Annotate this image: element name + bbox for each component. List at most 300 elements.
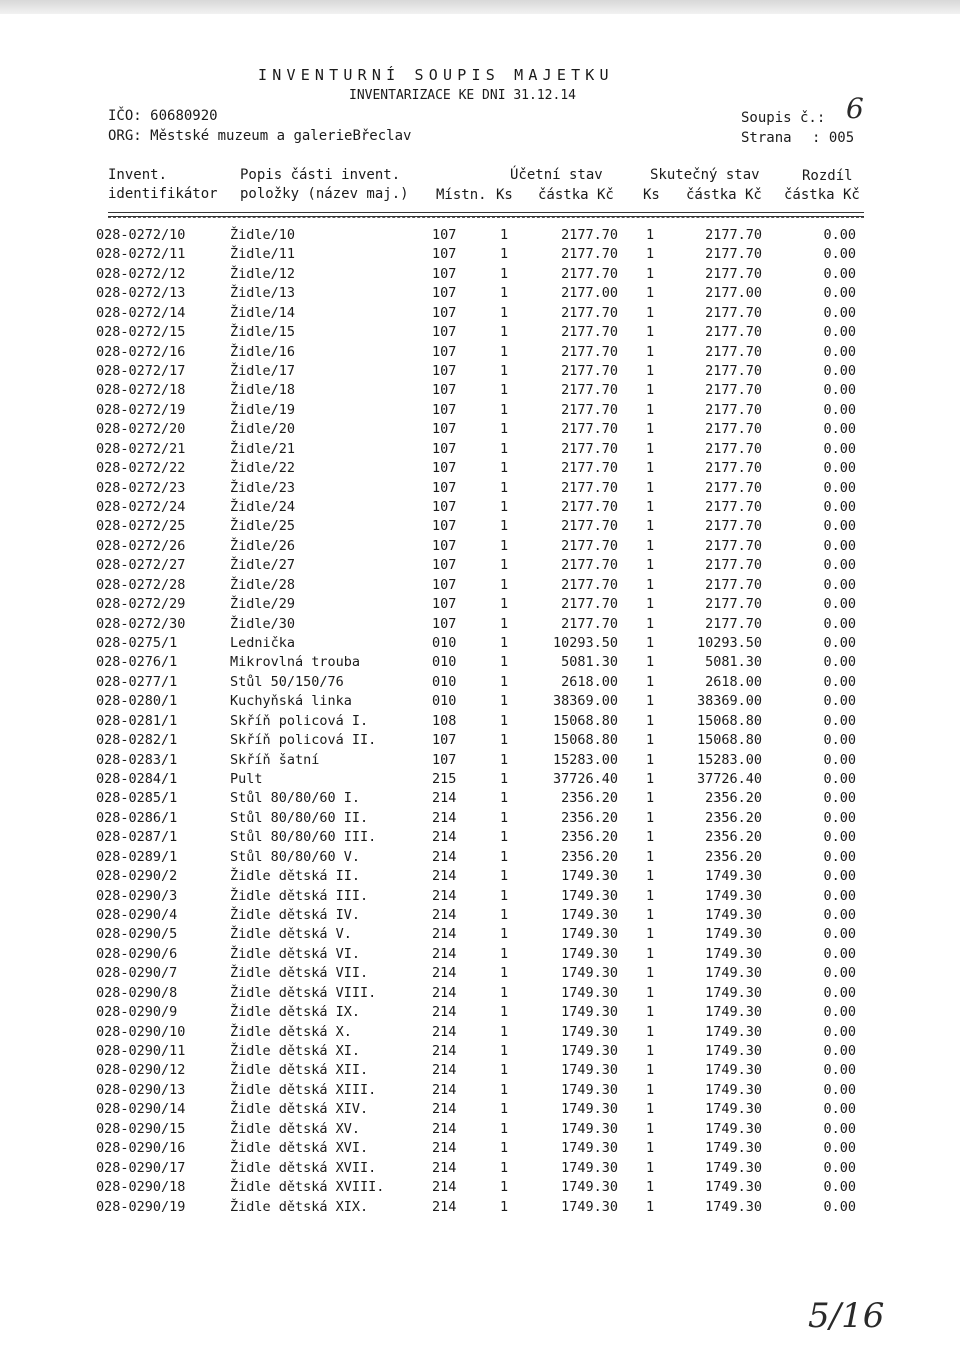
item-name: Židle/28	[230, 576, 296, 593]
ico-value: 60680920	[150, 108, 218, 124]
item-name: Židle dětská VII.	[230, 965, 369, 982]
item-amount-book: 37726.40	[552, 771, 618, 788]
item-difference: 0.00	[823, 829, 856, 846]
item-amount-book: 15283.00	[552, 751, 618, 768]
item-qty-actual: 1	[646, 440, 655, 457]
item-difference: 0.00	[823, 693, 856, 710]
item-location: 107	[432, 363, 457, 379]
item-name: Kuchyňská linka	[230, 693, 352, 710]
table-row	[0, 420, 960, 439]
item-amount-book: 1749.30	[561, 1081, 618, 1098]
item-amount-actual: 1749.30	[705, 1004, 762, 1021]
item-location: 107	[432, 732, 457, 749]
item-qty-actual: 1	[646, 499, 655, 516]
item-id: 028-0272/11	[96, 246, 186, 263]
item-location: 010	[432, 673, 457, 690]
item-qty-actual: 1	[646, 421, 655, 438]
table-row	[0, 1120, 960, 1139]
item-qty-book: 1	[500, 673, 509, 690]
item-difference: 0.00	[823, 790, 856, 807]
table-row	[0, 576, 960, 595]
item-amount-book: 1749.30	[561, 1101, 618, 1118]
item-qty-actual: 1	[646, 887, 655, 904]
item-id: 028-0290/19	[96, 1198, 186, 1215]
item-amount-actual: 1749.30	[705, 926, 762, 943]
item-amount-book: 2177.70	[561, 363, 618, 379]
item-amount-book: 2177.70	[561, 246, 618, 263]
item-qty-actual: 1	[646, 1043, 655, 1060]
item-difference: 0.00	[823, 926, 856, 943]
item-name: Židle dětská XII.	[230, 1062, 369, 1079]
item-location: 214	[432, 809, 457, 826]
item-qty-actual: 1	[646, 790, 655, 807]
item-id: 028-0290/14	[96, 1101, 186, 1118]
item-location: 214	[432, 945, 457, 962]
item-qty-book: 1	[500, 1179, 509, 1196]
item-id: 028-0272/28	[96, 576, 186, 593]
item-id: 028-0272/17	[96, 363, 186, 379]
header-popis-1: Popis části invent.	[240, 167, 401, 183]
item-amount-actual: 2618.00	[705, 673, 762, 690]
item-location: 214	[432, 868, 457, 885]
item-name: Skříň policová II.	[230, 732, 377, 749]
item-amount-actual: 2177.70	[705, 382, 762, 399]
item-amount-book: 10293.50	[552, 635, 618, 652]
header-invent-2: identifikátor	[108, 186, 218, 202]
table-row	[0, 1061, 960, 1080]
item-id: 028-0290/2	[96, 868, 178, 885]
table-row	[0, 1023, 960, 1042]
item-qty-book: 1	[500, 1081, 509, 1098]
item-qty-actual: 1	[646, 1004, 655, 1021]
table-row	[0, 789, 960, 808]
item-id: 028-0272/22	[96, 460, 186, 477]
table-row	[0, 945, 960, 964]
scan-edge	[0, 0, 960, 14]
item-amount-book: 1749.30	[561, 1062, 618, 1079]
item-difference: 0.00	[823, 363, 856, 379]
item-qty-actual: 1	[646, 926, 655, 943]
table-row	[0, 1139, 960, 1158]
item-location: 214	[432, 1043, 457, 1060]
item-qty-book: 1	[500, 557, 509, 574]
item-name: Židle dětská IX.	[230, 1004, 361, 1021]
item-location: 108	[432, 712, 457, 729]
header-mistn: Místn.	[436, 187, 487, 203]
item-amount-book: 1749.30	[561, 1023, 618, 1040]
item-location: 107	[432, 460, 457, 477]
item-name: Židle/23	[230, 479, 296, 496]
header-skutecny-stav: Skutečný stav	[650, 167, 760, 183]
item-name: Stůl 80/80/60 III.	[230, 829, 377, 846]
strana-number: : 005	[812, 130, 855, 146]
page-fraction-handwritten: 5/16	[808, 1296, 885, 1336]
table-row	[0, 362, 960, 381]
item-qty-book: 1	[500, 440, 509, 457]
item-qty-book: 1	[500, 693, 509, 710]
item-qty-book: 1	[500, 926, 509, 943]
item-id: 028-0275/1	[96, 635, 178, 652]
item-name: Židle dětská XV.	[230, 1120, 361, 1137]
item-location: 107	[432, 227, 457, 243]
item-amount-book: 1749.30	[561, 1198, 618, 1215]
item-qty-book: 1	[500, 829, 509, 846]
item-amount-actual: 1749.30	[705, 1062, 762, 1079]
item-amount-book: 1749.30	[561, 984, 618, 1001]
item-difference: 0.00	[823, 1120, 856, 1137]
item-difference: 0.00	[823, 1159, 856, 1176]
item-amount-actual: 2177.70	[705, 537, 762, 554]
item-amount-book: 2177.00	[561, 285, 618, 302]
item-id: 028-0272/27	[96, 557, 186, 574]
item-name: Mikrovlná trouba	[230, 654, 361, 671]
item-amount-book: 2356.20	[561, 790, 618, 807]
item-amount-actual: 38369.00	[696, 693, 762, 710]
item-difference: 0.00	[823, 285, 856, 302]
item-amount-book: 1749.30	[561, 1159, 618, 1176]
item-amount-actual: 2177.70	[705, 265, 762, 282]
table-row	[0, 459, 960, 478]
table-row	[0, 751, 960, 770]
item-amount-book: 1749.30	[561, 1179, 618, 1196]
item-name: Židle/29	[230, 596, 296, 613]
item-difference: 0.00	[823, 479, 856, 496]
item-location: 214	[432, 848, 457, 865]
item-id: 028-0276/1	[96, 654, 178, 671]
item-difference: 0.00	[823, 499, 856, 516]
item-location: 214	[432, 1081, 457, 1098]
item-amount-book: 2356.20	[561, 848, 618, 865]
item-difference: 0.00	[823, 1004, 856, 1021]
item-name: Židle/30	[230, 615, 296, 632]
item-qty-book: 1	[500, 907, 509, 924]
item-name: Židle/20	[230, 421, 296, 438]
table-row	[0, 595, 960, 614]
item-amount-actual: 1749.30	[705, 1023, 762, 1040]
item-difference: 0.00	[823, 518, 856, 535]
item-location: 107	[432, 615, 457, 632]
item-id: 028-0290/7	[96, 965, 178, 982]
table-row	[0, 304, 960, 323]
item-id: 028-0272/29	[96, 596, 186, 613]
item-amount-actual: 1749.30	[705, 965, 762, 982]
item-id: 028-0290/8	[96, 984, 178, 1001]
item-name: Židle dětská X.	[230, 1023, 352, 1040]
table-row	[0, 634, 960, 653]
table-row	[0, 1042, 960, 1061]
item-id: 028-0287/1	[96, 829, 178, 846]
item-qty-book: 1	[500, 324, 509, 341]
item-amount-actual: 2177.70	[705, 324, 762, 341]
item-amount-book: 2177.70	[561, 479, 618, 496]
strana-line	[741, 130, 854, 146]
item-location: 107	[432, 596, 457, 613]
item-location: 214	[432, 907, 457, 924]
item-difference: 0.00	[823, 868, 856, 885]
item-amount-book: 1749.30	[561, 1140, 618, 1157]
item-difference: 0.00	[823, 1101, 856, 1118]
table-row	[0, 653, 960, 672]
item-qty-book: 1	[500, 1004, 509, 1021]
table-row	[0, 731, 960, 750]
item-id: 028-0272/12	[96, 265, 186, 282]
item-id: 028-0290/11	[96, 1043, 186, 1060]
item-id: 028-0286/1	[96, 809, 178, 826]
item-name: Skříň šatní	[230, 751, 320, 768]
item-name: Židle dětská III.	[230, 887, 369, 904]
item-qty-actual: 1	[646, 945, 655, 962]
item-difference: 0.00	[823, 1081, 856, 1098]
item-amount-book: 1749.30	[561, 1004, 618, 1021]
header-rozdil-castka: částka Kč	[784, 187, 860, 203]
item-amount-book: 2177.70	[561, 421, 618, 438]
item-location: 107	[432, 421, 457, 438]
item-qty-actual: 1	[646, 654, 655, 671]
item-name: Židle/13	[230, 285, 296, 302]
item-amount-actual: 1749.30	[705, 1159, 762, 1176]
table-row	[0, 1003, 960, 1022]
item-amount-book: 1749.30	[561, 926, 618, 943]
item-location: 214	[432, 926, 457, 943]
item-amount-book: 2356.20	[561, 829, 618, 846]
item-difference: 0.00	[823, 440, 856, 457]
item-qty-actual: 1	[646, 285, 655, 302]
item-qty-actual: 1	[646, 1140, 655, 1157]
item-qty-book: 1	[500, 1198, 509, 1215]
item-location: 107	[432, 265, 457, 282]
item-difference: 0.00	[823, 1140, 856, 1157]
item-qty-actual: 1	[646, 460, 655, 477]
item-id: 028-0290/13	[96, 1081, 186, 1098]
item-qty-book: 1	[500, 265, 509, 282]
item-difference: 0.00	[823, 673, 856, 690]
item-location: 214	[432, 1120, 457, 1137]
item-qty-actual: 1	[646, 265, 655, 282]
item-name: Židle/15	[230, 324, 296, 341]
item-id: 028-0272/30	[96, 615, 186, 632]
item-qty-actual: 1	[646, 343, 655, 360]
item-difference: 0.00	[823, 576, 856, 593]
item-difference: 0.00	[823, 401, 856, 418]
item-qty-book: 1	[500, 343, 509, 360]
item-id: 028-0272/13	[96, 285, 186, 302]
item-amount-actual: 2177.00	[705, 285, 762, 302]
header-ucetni-castka: částka Kč	[538, 187, 614, 203]
header-skutecny-castka: částka Kč	[686, 187, 762, 203]
item-name: Židle dětská VIII.	[230, 984, 377, 1001]
item-id: 028-0272/26	[96, 537, 186, 554]
item-amount-actual: 2177.70	[705, 615, 762, 632]
item-difference: 0.00	[823, 771, 856, 788]
item-amount-actual: 2177.70	[705, 304, 762, 321]
item-amount-actual: 1749.30	[705, 907, 762, 924]
item-amount-actual: 2356.20	[705, 848, 762, 865]
item-amount-actual: 2177.70	[705, 246, 762, 263]
item-qty-book: 1	[500, 460, 509, 477]
item-name: Stůl 80/80/60 V.	[230, 848, 361, 865]
table-row	[0, 906, 960, 925]
item-amount-actual: 1749.30	[705, 1043, 762, 1060]
item-amount-actual: 2177.70	[705, 499, 762, 516]
table-row	[0, 1100, 960, 1119]
table-row	[0, 323, 960, 342]
item-qty-book: 1	[500, 790, 509, 807]
item-location: 214	[432, 1004, 457, 1021]
item-amount-book: 2618.00	[561, 673, 618, 690]
item-amount-actual: 1749.30	[705, 945, 762, 962]
item-qty-book: 1	[500, 1023, 509, 1040]
header-ucetni-ks: Ks	[496, 187, 513, 203]
table-row	[0, 556, 960, 575]
item-difference: 0.00	[823, 1023, 856, 1040]
item-amount-book: 1749.30	[561, 965, 618, 982]
item-name: Židle/27	[230, 557, 296, 574]
item-name: Lednička	[230, 635, 296, 652]
item-id: 028-0272/14	[96, 304, 186, 321]
item-qty-actual: 1	[646, 829, 655, 846]
header-ucetni-stav: Účetní stav	[510, 167, 603, 183]
item-location: 214	[432, 829, 457, 846]
item-qty-book: 1	[500, 285, 509, 302]
item-qty-book: 1	[500, 537, 509, 554]
item-qty-book: 1	[500, 654, 509, 671]
item-difference: 0.00	[823, 1198, 856, 1215]
item-name: Pult	[230, 771, 263, 788]
item-id: 028-0272/16	[96, 343, 186, 360]
item-amount-actual: 2177.70	[705, 479, 762, 496]
item-qty-actual: 1	[646, 868, 655, 885]
item-name: Skříň policová I.	[230, 712, 369, 729]
item-qty-actual: 1	[646, 965, 655, 982]
item-id: 028-0290/12	[96, 1062, 186, 1079]
item-location: 215	[432, 771, 457, 788]
table-row	[0, 692, 960, 711]
item-location: 107	[432, 479, 457, 496]
item-difference: 0.00	[823, 945, 856, 962]
item-location: 107	[432, 499, 457, 516]
item-location: 214	[432, 965, 457, 982]
item-name: Židle/21	[230, 440, 296, 457]
item-qty-actual: 1	[646, 1198, 655, 1215]
item-id: 028-0290/18	[96, 1179, 186, 1196]
table-row	[0, 265, 960, 284]
item-qty-actual: 1	[646, 246, 655, 263]
table-row	[0, 343, 960, 362]
item-name: Židle dětská II.	[230, 868, 361, 885]
document-title: INVENTURNÍ SOUPIS MAJETKU	[258, 66, 614, 84]
item-qty-actual: 1	[646, 1159, 655, 1176]
item-qty-book: 1	[500, 576, 509, 593]
item-location: 214	[432, 790, 457, 807]
item-amount-actual: 1749.30	[705, 984, 762, 1001]
item-name: Stůl 80/80/60 II.	[230, 809, 369, 826]
item-difference: 0.00	[823, 1062, 856, 1079]
item-qty-book: 1	[500, 1159, 509, 1176]
table-row	[0, 381, 960, 400]
table-row	[0, 401, 960, 420]
table-row	[0, 770, 960, 789]
item-qty-actual: 1	[646, 984, 655, 1001]
item-difference: 0.00	[823, 537, 856, 554]
item-qty-book: 1	[500, 363, 509, 379]
item-qty-book: 1	[500, 1120, 509, 1137]
item-id: 028-0277/1	[96, 673, 178, 690]
item-difference: 0.00	[823, 751, 856, 768]
item-qty-actual: 1	[646, 576, 655, 593]
item-name: Židle dětská XI.	[230, 1043, 361, 1060]
item-id: 028-0290/6	[96, 945, 178, 962]
org-label: ORG:	[108, 128, 142, 144]
item-amount-book: 2177.70	[561, 304, 618, 321]
item-qty-actual: 1	[646, 848, 655, 865]
item-difference: 0.00	[823, 324, 856, 341]
item-amount-actual: 1749.30	[705, 1120, 762, 1137]
item-qty-book: 1	[500, 304, 509, 321]
item-amount-book: 2177.70	[561, 440, 618, 457]
item-qty-book: 1	[500, 518, 509, 535]
item-amount-book: 2177.70	[561, 557, 618, 574]
item-location: 214	[432, 1023, 457, 1040]
item-qty-actual: 1	[646, 1179, 655, 1196]
item-qty-actual: 1	[646, 304, 655, 321]
item-amount-book: 38369.00	[552, 693, 618, 710]
item-name: Židle/14	[230, 304, 296, 321]
item-qty-actual: 1	[646, 596, 655, 613]
item-amount-book: 2177.70	[561, 382, 618, 399]
soupis-line	[741, 110, 825, 126]
item-id: 028-0290/3	[96, 887, 178, 904]
item-difference: 0.00	[823, 343, 856, 360]
item-name: Židle/26	[230, 537, 296, 554]
item-id: 028-0280/1	[96, 693, 178, 710]
item-amount-actual: 2177.70	[705, 460, 762, 477]
item-difference: 0.00	[823, 382, 856, 399]
org-line	[108, 128, 411, 144]
item-qty-book: 1	[500, 984, 509, 1001]
item-qty-book: 1	[500, 401, 509, 418]
table-row	[0, 498, 960, 517]
item-amount-actual: 10293.50	[696, 635, 762, 652]
item-qty-book: 1	[500, 499, 509, 516]
item-amount-actual: 2177.70	[705, 596, 762, 613]
item-name: Židle/25	[230, 518, 296, 535]
item-amount-book: 2177.70	[561, 518, 618, 535]
item-qty-book: 1	[500, 868, 509, 885]
item-location: 107	[432, 246, 457, 263]
item-id: 028-0272/21	[96, 440, 186, 457]
item-name: Stůl 50/150/76	[230, 673, 344, 690]
item-difference: 0.00	[823, 557, 856, 574]
item-location: 107	[432, 440, 457, 457]
table-row	[0, 284, 960, 303]
item-amount-actual: 1749.30	[705, 1140, 762, 1157]
item-location: 107	[432, 304, 457, 321]
header-popis-2: položky (název maj.)	[240, 186, 409, 202]
item-id: 028-0289/1	[96, 848, 178, 865]
item-id: 028-0272/10	[96, 227, 186, 243]
item-id: 028-0282/1	[96, 732, 178, 749]
item-amount-book: 2177.70	[561, 576, 618, 593]
item-amount-actual: 15068.80	[696, 732, 762, 749]
item-amount-actual: 5081.30	[705, 654, 762, 671]
item-amount-actual: 2177.70	[705, 227, 762, 243]
item-difference: 0.00	[823, 907, 856, 924]
item-amount-book: 1749.30	[561, 945, 618, 962]
table-row	[0, 1081, 960, 1100]
org-value: Městské muzeum a galerieBřeclav	[150, 128, 412, 144]
header-skutecny-ks: Ks	[643, 187, 660, 203]
item-amount-actual: 2356.20	[705, 809, 762, 826]
